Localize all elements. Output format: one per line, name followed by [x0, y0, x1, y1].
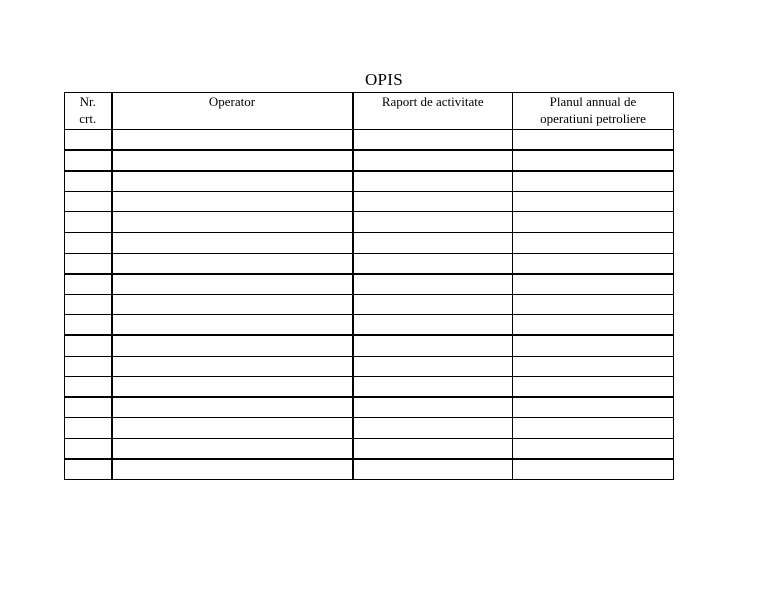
- table-cell: [353, 356, 513, 377]
- table-row: [65, 232, 674, 253]
- table-cell: [513, 438, 674, 459]
- table-row: [65, 171, 674, 192]
- table-cell: [112, 212, 353, 233]
- table-cell: [65, 356, 112, 377]
- table-cell: [513, 232, 674, 253]
- table-cell: [112, 335, 353, 356]
- table-cell: [65, 459, 112, 480]
- table-cell: [353, 274, 513, 295]
- table-cell: [112, 232, 353, 253]
- table-cell: [112, 459, 353, 480]
- table-cell: [513, 356, 674, 377]
- table-cell: [353, 377, 513, 398]
- table-cell: [112, 294, 353, 315]
- table-cell: [353, 130, 513, 151]
- document-title: OPIS: [364, 70, 404, 89]
- table-cell: [112, 438, 353, 459]
- table-cell: [65, 253, 112, 274]
- header-operator: Operator: [112, 93, 353, 130]
- header-plan-line1: Planul annual de: [549, 94, 637, 109]
- header-nr-crt: [65, 93, 112, 130]
- table-cell: [65, 274, 112, 295]
- table-cell: [353, 397, 513, 418]
- header-plan: [513, 93, 674, 130]
- table-cell: [353, 191, 513, 212]
- table-row: [65, 130, 674, 151]
- table-cell: [353, 253, 513, 274]
- table-cell: [353, 335, 513, 356]
- table-row: [65, 459, 674, 480]
- table-row: [65, 315, 674, 336]
- header-raport: Raport de activitate: [353, 93, 513, 130]
- table-cell: [513, 315, 674, 336]
- table-cell: [513, 130, 674, 151]
- table-cell: [513, 253, 674, 274]
- table-cell: [513, 397, 674, 418]
- table-cell: [353, 459, 513, 480]
- table-cell: [65, 150, 112, 171]
- table-row: [65, 377, 674, 398]
- header-plan-line2: operatiuni petroliere: [540, 111, 646, 126]
- table-cell: [65, 232, 112, 253]
- table-cell: [112, 191, 353, 212]
- table-cell: [65, 418, 112, 439]
- table-row: [65, 397, 674, 418]
- table-cell: [112, 377, 353, 398]
- table-cell: [353, 171, 513, 192]
- table-cell: [65, 191, 112, 212]
- table-cell: [112, 171, 353, 192]
- header-nr-line2: crt.: [79, 111, 97, 126]
- table-cell: [65, 171, 112, 192]
- table-row: [65, 335, 674, 356]
- table-cell: [513, 294, 674, 315]
- table-cell: [65, 438, 112, 459]
- table-cell: [112, 315, 353, 336]
- table-cell: [353, 212, 513, 233]
- table-row: [65, 150, 674, 171]
- table-cell: [353, 315, 513, 336]
- table-row: [65, 274, 674, 295]
- table-cell: [353, 150, 513, 171]
- table-cell: [513, 171, 674, 192]
- table-cell: [513, 191, 674, 212]
- table-cell: [353, 438, 513, 459]
- table-cell: [65, 335, 112, 356]
- table-row: [65, 356, 674, 377]
- table-cell: [513, 335, 674, 356]
- table-row: [65, 294, 674, 315]
- table-cell: [65, 397, 112, 418]
- table-cell: [112, 130, 353, 151]
- table-cell: [112, 150, 353, 171]
- table-row: [65, 418, 674, 439]
- table-cell: [112, 418, 353, 439]
- table-cell: [513, 418, 674, 439]
- table-cell: [513, 212, 674, 233]
- table-cell: [353, 232, 513, 253]
- table-header-row: [65, 93, 674, 130]
- table-cell: [112, 397, 353, 418]
- table-cell: [513, 274, 674, 295]
- table-row: [65, 212, 674, 233]
- table-cell: [353, 418, 513, 439]
- table-cell: [65, 294, 112, 315]
- table-body: [65, 130, 674, 480]
- table-cell: [112, 253, 353, 274]
- table-cell: [65, 315, 112, 336]
- table-cell: [513, 150, 674, 171]
- table-cell: [65, 377, 112, 398]
- table-cell: [513, 377, 674, 398]
- table-cell: [112, 356, 353, 377]
- table-row: [65, 253, 674, 274]
- table-row: [65, 191, 674, 212]
- table-cell: [353, 294, 513, 315]
- opis-table: [64, 92, 674, 480]
- header-nr-line1: Nr.: [79, 94, 96, 109]
- table-cell: [513, 459, 674, 480]
- table-cell: [65, 130, 112, 151]
- table-cell: [112, 274, 353, 295]
- table-cell: [65, 212, 112, 233]
- table-row: [65, 438, 674, 459]
